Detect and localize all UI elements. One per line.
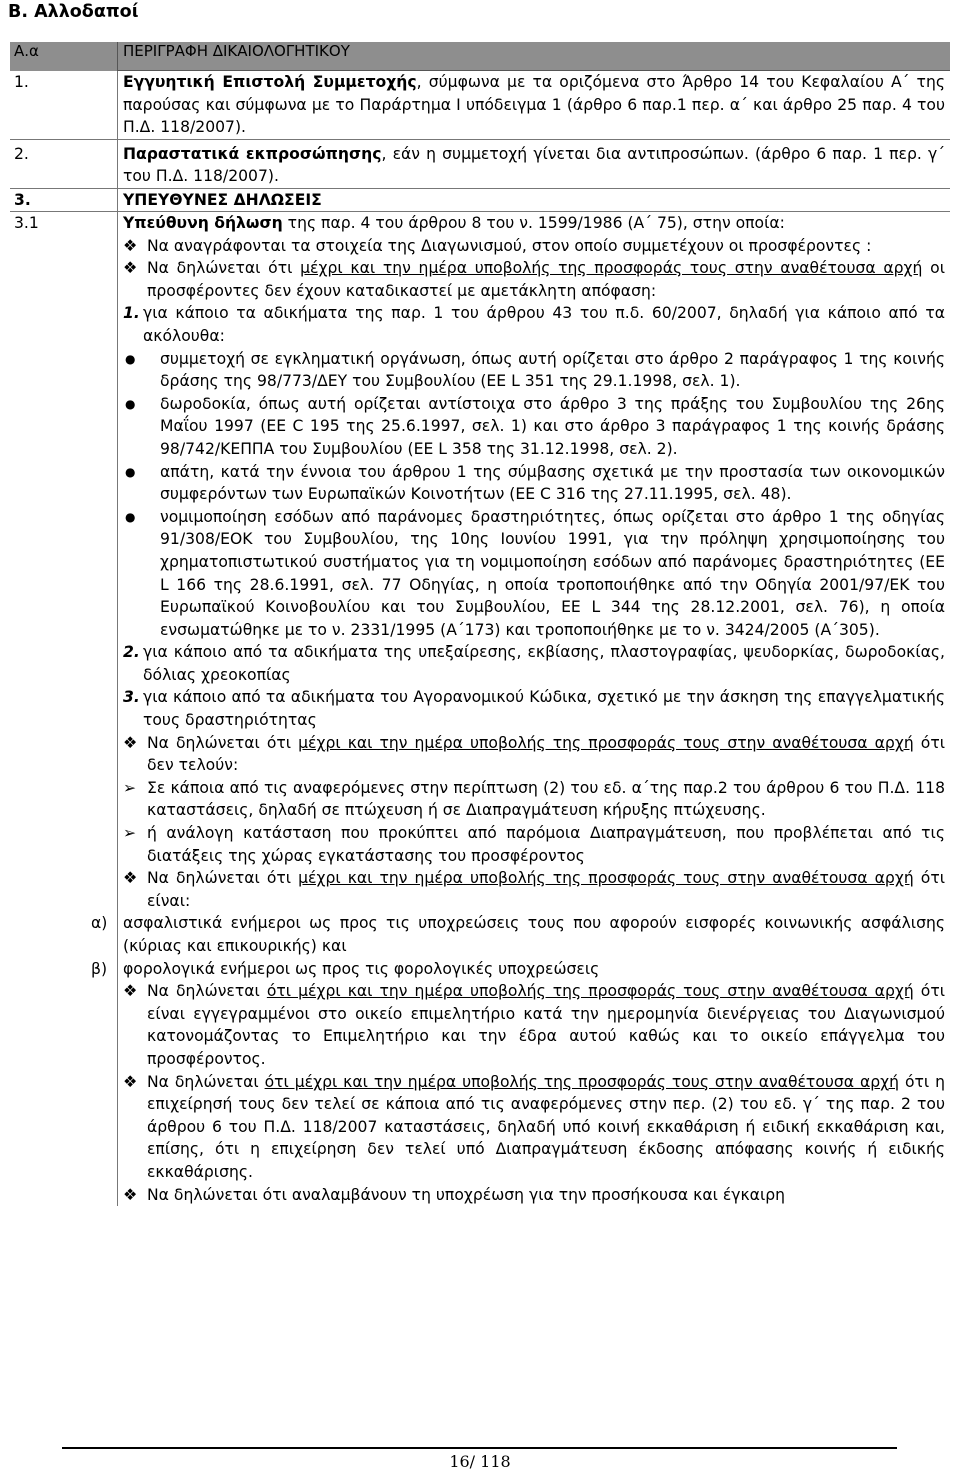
- item-letter: β): [91, 959, 108, 978]
- list-item: [123, 1184, 945, 1207]
- diamond-bullet-icon: ❖: [123, 235, 136, 255]
- list-item: [123, 302, 945, 347]
- page-number: 16/ 118: [449, 1452, 511, 1471]
- table-row: [10, 139, 950, 188]
- item-text: για κάποιο από τα αδικήματα του Αγορανομικού Κώδικα, σχετικό με την άσκηση της επαγγελματικής τους δραστηριότητας: [143, 688, 945, 730]
- list-item: [123, 257, 945, 302]
- item-text: για κάποιο από τα αδικήματα της υπεξαίρεσης, εκβίασης, πλαστογραφίας, ψευδορκίας, δωροδοκίας, δόλιας χρεοκοπίας: [143, 643, 945, 684]
- requirements-table: [10, 42, 950, 1206]
- arrow-bullet-icon: ➢: [123, 824, 137, 843]
- item-text: οι προσφέροντες δεν έχουν καταδικαστεί με αμετάκλητη απόφαση:: [147, 259, 945, 300]
- row-title: ΥΠΕΥΘΥΝΕΣ ΔΗΛΩΣΕΙΣ: [118, 188, 951, 212]
- item-number: 3.: [123, 688, 140, 707]
- list-item: [123, 461, 945, 506]
- list-item: [123, 686, 945, 731]
- table-header-row: [10, 42, 950, 71]
- row-bold-title: Υπεύθυνη δήλωση: [123, 214, 283, 232]
- list-item: [123, 393, 945, 461]
- row-desc: [118, 71, 951, 140]
- item-text: δωροδοκία, όπως αυτή ορίζεται αντίστοιχα στο άρθρο 3 της πράξης του Συμβουλίου της 26ης Μαΐου 1997 (ΕΕ C 195 της 25.6.1997, σελ. 1) και στο άρθρο 3 παράγραφος 1 της κοινής δράσης 98/742/ΚΕΠΠΑ του Συμβουλίου (ΕΕ L 358 της 31.12.1998, σελ. 2).: [160, 394, 945, 458]
- item-text: Να αναγράφονται τα στοιχεία της Διαγωνισμού, στον οποίο συμμετέχουν οι προσφέροντες :: [147, 236, 872, 255]
- row-text: , εάν η συμμετοχή γίνεται δια αντιπροσώπων. (άρθρο 6 παρ. 1 περ. γ΄ του Π.Δ. 118/2007).: [123, 144, 945, 185]
- item-text: ότι δεν τελούν:: [147, 733, 945, 775]
- row-desc: [118, 139, 951, 188]
- item-text: απάτη, κατά την έννοια του άρθρου 1 της σύμβασης σχετικά με την προστασία των οικονομικών συμφερόντων των Ευρωπαϊκών Κοινοτήτων (ΕΕ C 316 της 27.11.1995, σελ. 48).: [160, 462, 945, 504]
- item-text: Να δηλώνεται ότι: [147, 259, 301, 278]
- item-letter: α): [91, 914, 108, 933]
- table-row: [10, 212, 950, 1207]
- item-text: για κάποιο τα αδικήματα της παρ. 1 του άρθρου 43 του π.δ. 60/2007, δηλαδή για κάποιο από τα ακόλουθα:: [143, 304, 945, 345]
- diamond-bullet-icon: ❖: [123, 1071, 136, 1091]
- row-num: 3.: [10, 188, 118, 212]
- dot-bullet-icon: ●: [125, 396, 136, 411]
- section-title: Β. Αλλοδαποί: [8, 2, 139, 22]
- item-underlined-text: μέχρι και την ημέρα υποβολής της προσφοράς τους στην αναθέτουσα αρχή: [298, 733, 914, 752]
- row-num: 1.: [10, 71, 118, 140]
- item-underlined-text: ότι μέχρι και την ημέρα υποβολής της προσφοράς τους στην αναθέτουσα αρχή: [264, 1072, 900, 1091]
- list-item: [123, 641, 945, 686]
- diamond-bullet-icon: ❖: [123, 868, 136, 888]
- list-item: [91, 912, 945, 957]
- item-text: νομιμοποίηση εσόδων από παράνομες δραστηριότητες, όπως ορίζεται στο άρθρο 1 της οδηγίας 91/308/ΕΟΚ του Συμβουλίου, της 10ης Ιουνίου 1991, για την πρόληψη χρησιμοποίησης του χρηματοπιστωτικού συστήματος για τη νομιμοποίηση εσόδων από παράνομες δραστηριότητες (ΕΕ L 166 της 28.6.1991, σελ. 77 Οδηγίας, η οποία τροποποιήθηκε από την Οδηγία 2001/97/ΕΚ του Ευρωπαϊκού Κοινοβουλίου και του Συμβουλίου, ΕΕ L 344 της 28.12.2001, σελ. 76), η οποία ενσωματώθηκε με το ν. 2331/1995 (Α΄173) και τροποποιήθηκε με το ν. 3424/2005 (Α΄305).: [160, 507, 945, 639]
- item-text: ότι η επιχείρησή τους δεν τελεί σε κάποια από τις αναφερόμενες στην περ. (2) του εδ. γ΄ της παρ. 2 του άρθρου 6 του Π.Δ. 118/2007 καταστάσεις, δηλαδή υπό κοινή εκκαθάριση ή ειδική εκκαθάριση και, επίσης, ότι η επιχείρηση δεν τελεί υπό Διαπραγμάτευση έκδοσης απόφασης κοινής ή ειδικής εκκαθάρισης.: [147, 1072, 945, 1181]
- item-text: Να δηλώνεται ότι: [147, 733, 299, 752]
- footer-divider: [62, 1447, 897, 1449]
- list-item: [123, 235, 945, 258]
- list-item: [123, 822, 945, 867]
- arrow-bullet-icon: ➢: [123, 778, 137, 797]
- item-text: ασφαλιστικά ενήμεροι ως προς τις υποχρεώσεις τους που αφορούν εισφορές κοινωνικής ασφάλισης (κύριας και επικουρικής) και: [123, 914, 945, 955]
- table-row: [10, 71, 950, 140]
- dot-bullet-icon: ●: [125, 509, 136, 524]
- item-text: Να δηλώνεται ότι αναλαμβάνουν τη υποχρέωση για την προσήκουσα και έγκαιρη: [147, 1185, 786, 1204]
- item-text: Σε κάποια από τις αναφερόμενες στην περίπτωση (2) του εδ. α΄της παρ.2 του άρθρου 6 του Π.Δ. 118 καταστάσεις, δηλαδή σε πτώχευση ή σε Διαπραγμάτευση κήρυξης πτώχευσης.: [147, 778, 945, 820]
- item-underlined-text: μέχρι και την ημέρα υποβολής της προσφοράς τους στην αναθέτουσα αρχή: [300, 259, 923, 278]
- item-text: Να δηλώνεται: [147, 1072, 265, 1091]
- list-item: [123, 777, 945, 822]
- list-item: [91, 958, 945, 981]
- diamond-bullet-icon: ❖: [123, 981, 136, 1001]
- list-item: [123, 732, 945, 777]
- dot-bullet-icon: ●: [125, 351, 136, 366]
- item-text: ότι είναι εγγεγραμμένοι στο οικείο επιμελητήριο κατά την ημερομηνία διενέργειας του Διαγωνισμού κατονομάζοντας το Επιμελητήριο και την έδρα αυτού καθώς και το οικείο επάγγελμα του προσφέροντος.: [147, 982, 945, 1068]
- list-item: [123, 867, 945, 912]
- item-text: Να δηλώνεται: [147, 982, 267, 1001]
- item-underlined-text: ότι μέχρι και την ημέρα υποβολής της προσφοράς τους στην αναθέτουσα αρχή: [266, 982, 914, 1001]
- item-text: Να δηλώνεται ότι: [147, 869, 299, 888]
- row-desc: [91, 212, 951, 1207]
- diamond-bullet-icon: ❖: [123, 258, 136, 278]
- list-item: [123, 348, 945, 393]
- diamond-bullet-icon: ❖: [123, 1184, 136, 1204]
- row-text: , σύμφωνα με τα οριζόμενα στο Άρθρο 14 του Κεφαλαίου Α΄ της παρούσας και σύμφωνα με το Παράρτημα Ι υπόδειγμα 1 (άρθρο 6 παρ.1 περ. α΄ και άρθρο 25 παρ. 4 του Π.Δ. 118/2007).: [123, 73, 945, 136]
- list-item: [123, 506, 945, 642]
- item-number: 2.: [123, 643, 140, 662]
- item-text: συμμετοχή σε εγκληματική οργάνωση, όπως αυτή ορίζεται στο άρθρο 2 παράγραφος 1 της κοινής δράσης της 98/773/ΔΕΥ του Συμβουλίου (ΕΕ L 351 της 29.1.1998, σελ. 1).: [160, 349, 945, 391]
- list-item: [123, 1071, 945, 1184]
- header-desc: ΠΕΡΙΓΡΑΦΗ ΔΙΚΑΙΟΛΟΓΗΤΙΚΟΥ: [118, 42, 951, 71]
- item-text: ή ανάλογη κατάσταση που προκύπτει από παρόμοια Διαπραγμάτευση, που προβλέπεται από τις διατάξεις της χώρας εγκατάστασης του προσφέροντος: [147, 824, 945, 865]
- item-underlined-text: μέχρι και την ημέρα υποβολής της προσφοράς τους στην αναθέτουσα αρχή: [298, 869, 914, 888]
- row-bold-title: Εγγυητική Επιστολή Συμμετοχής: [123, 73, 417, 91]
- dot-bullet-icon: ●: [125, 464, 136, 479]
- item-number: 1.: [123, 304, 140, 323]
- list-item: [123, 980, 945, 1070]
- header-num: Α.α: [10, 42, 118, 71]
- table-row: [10, 188, 950, 212]
- row-bold-title: Παραστατικά εκπροσώπησης: [123, 144, 382, 163]
- row-text: της παρ. 4 του άρθρου 8 του ν. 1599/1986 (Α΄ 75), στην οποία:: [282, 214, 785, 232]
- diamond-bullet-icon: ❖: [123, 732, 136, 752]
- row-num: 2.: [10, 139, 118, 188]
- item-text: ότι είναι:: [147, 869, 945, 910]
- item-text: φορολογικά ενήμεροι ως προς τις φορολογικές υποχρεώσεις: [123, 959, 600, 978]
- row-num: 3.1: [10, 212, 118, 1207]
- statement-intro: [123, 212, 945, 235]
